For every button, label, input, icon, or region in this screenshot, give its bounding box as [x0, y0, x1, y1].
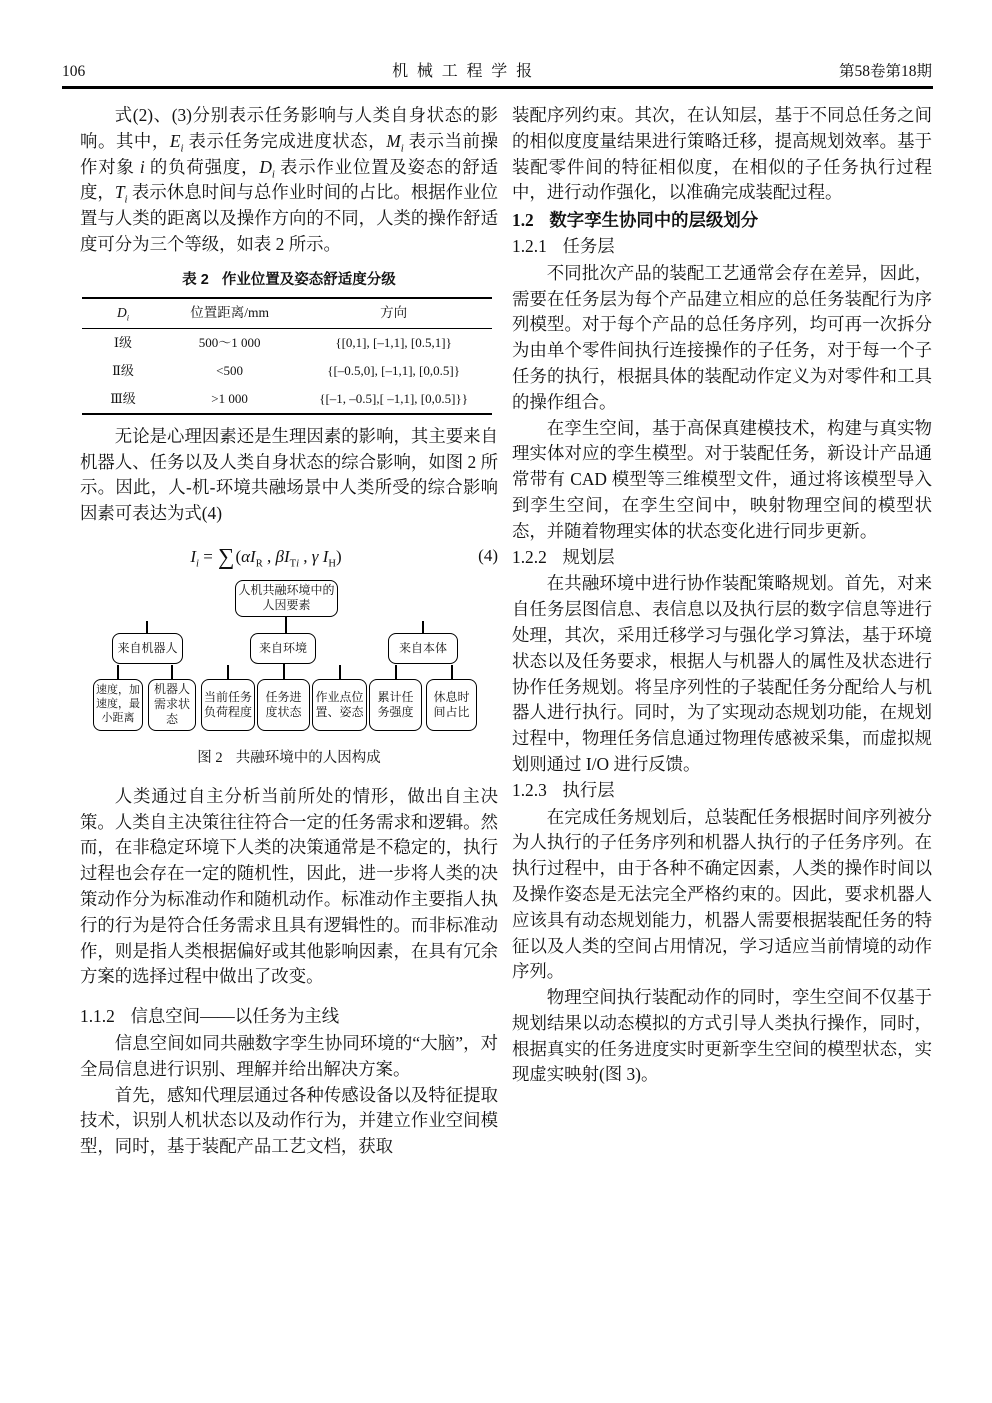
table-row	[82, 385, 492, 414]
heading-number: 1.2.3	[512, 779, 547, 800]
paragraph-planning-layer: 在共融环境中进行协作装配策略规划。首先，对来自任务层图信息、表信息以及执行层的数字信息等进行处理，其次，采用迁移学习与强化学习算法，基于环境状态以及任务要求，根据人与机器人的属性及状态进行协作任务规划。将呈序列性的子装配任务分配给人与机器人进行执行。同时，为了实现动态规划功能，在规划过程中，物理任务信息通过物理传感被采集，而虚拟规划则通过 I/O 进行反馈。	[512, 573, 932, 774]
table-2-caption	[80, 269, 498, 291]
paragraph-information-space: 信息空间如同共融数字孪生协同环境的“大脑”，对全局信息进行识别、理解并给出解决方案。	[80, 1032, 498, 1079]
cell-distance: <500	[216, 362, 244, 378]
heading-title: 规划层	[562, 546, 615, 567]
diagram-box-root: 人机共融环境中的人因要素	[235, 580, 338, 617]
connector-line	[285, 616, 287, 634]
figure-2-diagram	[80, 578, 498, 735]
figure-2-caption	[80, 747, 498, 769]
paragraph-execution-layer: 在完成任务规划后，总装配任务根据时间序列被分为人执行的子任务序列和机器人执行的子任务序列。在执行过程中，由于各种不确定因素，人类的操作时间以及操作姿态是无法完全严格约束的。因此，要求机器人应该具有动态规划能力，机器人需要根据装配任务的特征以及人类的空间占用情况，学习适应当前情境的动作序列。	[512, 806, 932, 982]
left-column	[80, 103, 498, 1160]
heading-number: 1.1.2	[80, 1006, 115, 1027]
diagram-box-rest-time-ratio: 休息时间占比	[426, 679, 477, 731]
paragraph-perception-agent: 首先，感知代理层通过各种传感设备以及特征提取技术，识别人机状态以及动作行为，并建立作业空间模型，同时，基于装配产品工艺文档，获取	[80, 1084, 498, 1157]
heading-title: 数字孪生协同中的层级划分	[549, 210, 759, 231]
figure-caption-title: 共融环境中的人因构成	[235, 749, 381, 766]
heading-number: 1.2.2	[512, 546, 547, 567]
paragraph-influence-factors: 无论是心理因素还是生理因素的影响，其主要来自机器人、任务以及人类自身状态的综合影响，如图 2 所示。因此，人-机-环境共融场景中人类所受的综合影响因素可表达为式(4)	[80, 425, 498, 524]
col-header-direction: 方向	[295, 298, 492, 329]
section-heading-1-2-3	[512, 778, 932, 804]
heading-title: 任务层	[562, 235, 615, 256]
table-row	[82, 357, 492, 385]
issue-info: 第58卷第18期	[838, 63, 932, 80]
section-heading-1-2-2	[512, 545, 932, 571]
table-caption-title: 作业位置及姿态舒适度分级	[221, 271, 396, 288]
cell-direction: {[–0.5,0], [–1,1], [0,0.5]}	[327, 362, 460, 378]
page-number: 106	[62, 63, 86, 80]
heading-number: 1.2.1	[512, 235, 547, 256]
diagram-box-speed-accel-distance: 速度，加速度，最小距离	[93, 679, 143, 731]
connector-line	[422, 621, 424, 634]
heading-title: 执行层	[562, 779, 615, 800]
cell-distance: >1 000	[211, 390, 248, 406]
section-heading-1-2	[512, 208, 932, 234]
diagram-box-from-robot: 来自机器人	[112, 633, 183, 664]
section-heading-1-2-1	[512, 234, 932, 260]
paragraph-assembly-sequence: 装配序列约束。其次，在认知层，基于不同总任务之间的相似度度量结果进行策略迁移，提高规划效率。基于装配零件间的特征相似度，在相似的子任务执行过程中，进行动作强化，以准确完成装配过程。	[512, 105, 932, 203]
col-header-di: $D_i$	[82, 298, 164, 329]
connector-line	[451, 665, 453, 680]
diagram-box-current-task-load: 当前任务负荷程度	[201, 679, 255, 731]
cell-direction: {[0,1], [–1,1], [0.5,1]}	[335, 334, 452, 350]
cell-level: Ⅲ级	[110, 390, 136, 406]
col-header-distance: 位置距离/mm	[164, 298, 295, 329]
diagram-box-robot-demand-state: 机器人需求状态	[148, 679, 196, 731]
table-2	[82, 297, 492, 415]
connector-line	[117, 665, 119, 680]
diagram-box-from-self: 来自本体	[388, 633, 458, 664]
table-row	[82, 328, 492, 357]
header-rule	[62, 86, 933, 89]
figure-caption-label: 图 2	[197, 749, 223, 766]
paragraph-physical-space: 物理空间执行装配动作的同时，孪生空间不仅基于规划结果以动态模拟的方式引导人类执行操作，同时，根据真实的任务进度实时更新孪生空间的模型状态，实现虚实映射(图 3)。	[512, 987, 932, 1085]
connector-line	[395, 665, 397, 680]
cell-level: Ⅰ级	[113, 334, 133, 350]
connector-line	[339, 665, 341, 680]
right-column	[512, 103, 932, 1088]
paragraph-formula-explanation: 式(2)、(3)分别表示任务影响与人类自身状态的影响。其中，$E_i$ 表示任务完成进度状态，$M_i$ 表示当前操作对象 i 的负荷强度，$D_i$ 表示作业位置及姿态的舒适度，$T_i$ 表示休息时间与总作业时间的占比。根据作业位置与人类的距离以及操作方向的不同，人类的操作舒适度可分为三个等级，如表 2 所示。	[80, 105, 498, 254]
section-heading-1-1-2	[80, 1004, 498, 1030]
paragraph-task-layer: 不同批次产品的装配工艺通常会存在差异，因此，需要在任务层为每个产品建立相应的总任务装配行为序列模型。对于每个产品的总任务序列，均可再一次拆分为由单个零件间执行连接操作的子任务，对于每一个子任务的执行，根据具体的装配动作定义为对零件和工具的操作组合。	[512, 262, 932, 412]
cell-distance: 500～1 000	[198, 334, 261, 350]
cell-level: Ⅱ级	[112, 362, 134, 378]
paragraph-human-decision: 人类通过自主分析当前所处的情形，做出自主决策。人类自主决策往往符合一定的任务需求和逻辑。然而，在非稳定环境下人类的决策通常是不稳定的，执行过程也会存在一定的随机性，因此，进一步将人类的决策动作分为标准动作和随机动作。标准动作主要指人执行的行为是符合任务需求且具有逻辑性的。而非标准动作，则是指人类根据偏好或其他影响因素，在具有冗余方案的选择过程中做出了改变。	[80, 785, 498, 987]
journal-title: 机械工程学报	[392, 63, 541, 80]
table-caption-label: 表 2	[182, 271, 209, 288]
heading-number: 1.2	[512, 210, 534, 231]
page-header	[62, 58, 932, 81]
diagram-box-task-progress-state: 任务进度状态	[257, 679, 310, 731]
diagram-box-work-point-pose: 作业点位置、姿态	[312, 679, 367, 731]
connector-line	[146, 621, 148, 634]
cell-direction: {[–1, –0.5],[ –1,1], [0,0.5]}}	[319, 390, 468, 406]
diagram-box-cumulative-task-intensity: 累计任务强度	[369, 679, 422, 731]
equation-4	[80, 542, 498, 570]
connector-line	[227, 665, 229, 680]
equation-body: $I_i = \sum(\alpha I_R$ , $\beta I_{Ti}$ , γ $I_H$)	[190, 543, 342, 570]
heading-title: 信息空间——以任务为主线	[130, 1006, 340, 1027]
paragraph-twin-space: 在孪生空间，基于高保真建模技术，构建与真实物理实体对应的孪生模型。对于装配任务，新设计产品通常带有 CAD 模型等三维模型文件，通过将该模型导入到孪生空间，在孪生空间中，映射物理空间的模型状态，并随着物理实体的状态变化进行同步更新。	[512, 417, 932, 541]
diagram-box-from-environment: 来自环境	[250, 633, 316, 664]
table-header-row	[82, 298, 492, 329]
equation-number: (4)	[478, 545, 498, 565]
connector-line	[283, 663, 285, 680]
connector-line	[171, 665, 173, 680]
